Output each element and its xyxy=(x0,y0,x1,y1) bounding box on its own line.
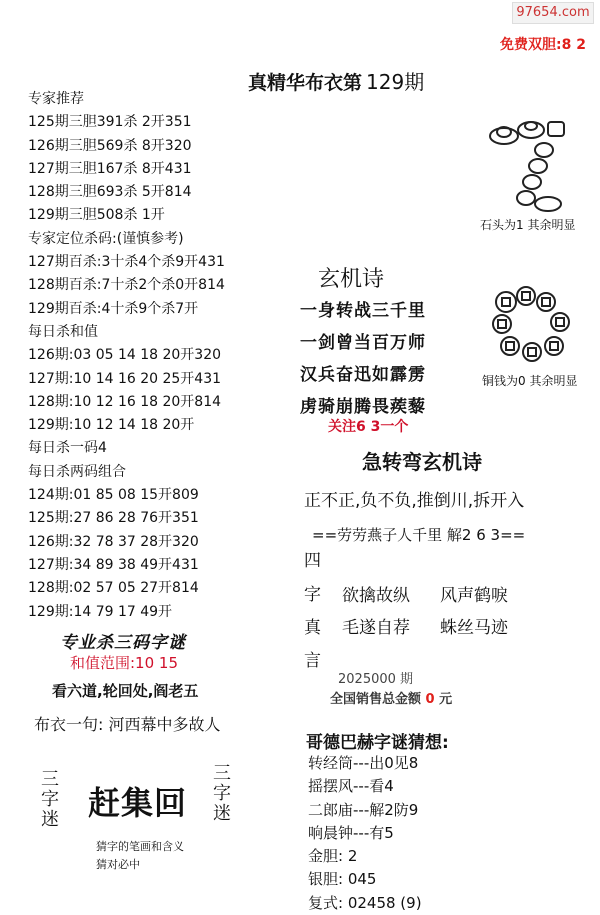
left-line: 128期:10 12 16 18 20开814 xyxy=(28,393,222,410)
look-text: 看六道,轮回处,阎老五 xyxy=(52,682,199,700)
four-char-label: 四 xyxy=(304,551,321,571)
poem-line: 汉兵奋迅如霹雳 xyxy=(300,365,426,385)
riddle-label-part: 迷 xyxy=(213,803,231,824)
left-line: 128期三胆693杀 5开814 xyxy=(28,184,192,201)
riddle-label-part: 三字 xyxy=(213,763,231,804)
idiom: 蛛丝马迹 xyxy=(440,618,508,638)
sales-label: 全国销售总金额 xyxy=(330,692,422,707)
goldbach-list xyxy=(308,752,422,915)
riddle-label-right xyxy=(212,764,232,824)
four-char-label: 字 xyxy=(304,585,321,605)
idiom: 风声鹤唳 xyxy=(440,586,508,606)
left-line: 126期:03 05 14 18 20开320 xyxy=(28,347,222,364)
goldbach-line: 转经筒---出0见8 xyxy=(308,754,419,772)
goldbach-line: 二郎庙---解2防9 xyxy=(308,800,419,819)
left-line: 126期:32 78 37 28开320 xyxy=(28,533,199,550)
goldbach-line: 复式: 02458 (9) xyxy=(308,893,422,912)
riddle-label-part: 迷 xyxy=(41,809,59,830)
left-line: 128期百杀:7十杀2个杀0开814 xyxy=(28,277,225,294)
idiom: 欲擒故纵 xyxy=(342,586,410,606)
riddle-label-part: 三字 xyxy=(41,769,59,810)
buyi-sentence: 布衣一句: 河西幕中多故人 xyxy=(34,715,221,734)
riddle-label-left xyxy=(40,770,60,830)
left-line: 129期:14 79 17 49开 xyxy=(28,603,173,620)
left-line: 125期三胆391杀 2开351 xyxy=(28,114,192,131)
goldbach-title: 哥德巴赫字谜猜想: xyxy=(306,733,449,753)
left-line: 每日杀和值 xyxy=(28,323,98,340)
riddle-big-text: 赶集回 xyxy=(88,784,188,822)
coin-caption: 铜钱为0 其余明显 xyxy=(482,374,578,388)
left-column xyxy=(28,88,298,624)
left-line: 专家推荐 xyxy=(28,91,84,107)
left-line: 127期:10 14 16 20 25开431 xyxy=(28,370,222,387)
left-line: 129期:10 12 14 18 20开 xyxy=(28,417,195,434)
sales-amount: 0 xyxy=(425,692,435,707)
goldbach-line: 金胆: 2 xyxy=(308,847,358,866)
title-text: 真精华布衣第 xyxy=(248,72,363,94)
left-line: 127期三胆167杀 8开431 xyxy=(28,160,192,177)
sales-total xyxy=(330,688,452,707)
poem-title: 玄机诗 xyxy=(318,267,385,292)
riddle-note: 猜对必中 xyxy=(96,858,140,871)
riddle-poem-line: 正不正,负不负,推倒川,拆开入 xyxy=(304,491,525,511)
goldbach-line: 摇摆风---看4 xyxy=(308,777,394,796)
left-line: 127期百杀:3十杀4个杀9开431 xyxy=(28,254,225,271)
lao-line: ==劳劳燕子人千里 解2 6 3== xyxy=(312,526,526,544)
pro-riddle-title: 专业杀三码字谜 xyxy=(60,633,186,653)
goldbach-line: 银胆: 045 xyxy=(308,870,377,889)
left-line: 每日杀两码组合 xyxy=(28,463,126,480)
site-watermark: 97654.com xyxy=(512,2,594,24)
poem-line: 一剑曾当百万师 xyxy=(300,333,426,353)
left-line: 专家定位杀码:(谨慎参考) xyxy=(28,230,184,247)
coin-stack-icon xyxy=(484,286,584,366)
left-line: 129期百杀:4十杀9个杀7开 xyxy=(28,300,199,317)
goldbach-line: 响晨钟---有5 xyxy=(308,823,394,842)
left-line: 124期:01 85 08 15开809 xyxy=(28,487,199,504)
sum-range: 和值范围:10 15 xyxy=(70,654,178,672)
follow-text: 关注6 3一个 xyxy=(328,419,409,435)
left-line: 127期:34 89 38 49开431 xyxy=(28,556,199,573)
stone-caption: 石头为1 其余明显 xyxy=(480,218,576,232)
issue-text: 129期 xyxy=(366,70,425,94)
riddle-note: 猜字的笔画和含义 xyxy=(96,840,184,853)
sales-period: 2025000 期 xyxy=(338,672,414,687)
left-line: 125期:27 86 28 76开351 xyxy=(28,510,199,527)
poem-line: 一身转战三千里 xyxy=(300,301,426,321)
four-char-label: 真 xyxy=(304,618,321,638)
poem-line: 虏骑崩腾畏蒺藜 xyxy=(300,397,426,417)
left-line: 129期三胆508杀 1开 xyxy=(28,207,165,224)
riddle-poem-title: 急转弯玄机诗 xyxy=(362,450,482,474)
four-char-label: 言 xyxy=(304,651,321,671)
left-line: 128期:02 57 05 27开814 xyxy=(28,580,199,597)
left-line: 126期三胆569杀 8开320 xyxy=(28,137,192,154)
left-line: 每日杀一码4 xyxy=(28,440,107,457)
sales-unit: 元 xyxy=(439,692,453,707)
free-double-text: 免费双胆:8 2 xyxy=(500,37,586,53)
stone-ingot-icon xyxy=(486,118,586,214)
idiom: 毛遂自荐 xyxy=(342,618,410,638)
